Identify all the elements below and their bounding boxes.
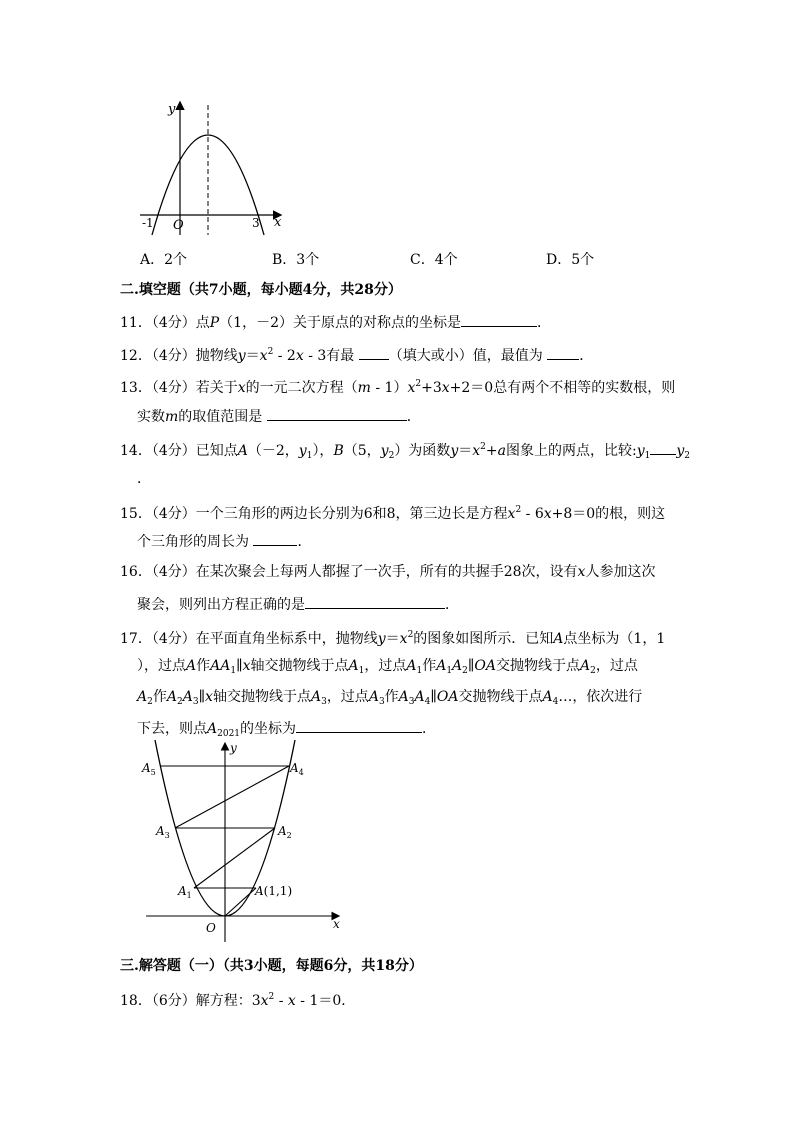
- label-a5: $A_5$: [142, 761, 156, 777]
- question-11: 11．（4分）点P（1，－2）关于原点的对称点的坐标是 ．: [120, 312, 551, 333]
- answer-blank-14[interactable]: [650, 440, 676, 455]
- answer-blank-16[interactable]: [305, 594, 445, 609]
- question-17-line-4: 下去，则点$A_{2021}$的坐标为 ．: [137, 718, 436, 744]
- segment-o-a: [225, 888, 256, 916]
- option-b[interactable]: B．3个: [272, 252, 320, 268]
- question-13: 13．（4分）若关于x的一元二次方程$(m - 1)x^2+3x+2=0$总有两个不相等的实数根，则: [120, 379, 676, 396]
- segment-a3-a4: [175, 766, 289, 828]
- x-axis-label: x: [274, 215, 282, 230]
- section-2-title: 二.填空题（共7小题，每小题4分，共28分）: [120, 282, 402, 298]
- question-16-line-2: 聚会，则列出方程正确的是 ．: [137, 594, 459, 615]
- option-c[interactable]: C．4个: [410, 252, 458, 268]
- question-17-line-2: ），过点A作$AA_1\parallel x$轴交抛物线于点$A_1$，过点$A_1$作$A_1A_2\parallel OA$交抛物线于点$A_2$，过点: [137, 658, 638, 676]
- question-14: 14．（4分）已知点A（－2，$y_1$），B（5，$y_2$）为函数$y=x^2+a$图象上的两点，比较$:y_1$ $y_2$: [120, 442, 690, 461]
- y-axis-label: y: [168, 102, 176, 117]
- label-a3: $A_3$: [156, 824, 170, 840]
- label-a2: $A_2$: [278, 824, 292, 840]
- question-18: 18．（6分）解方程：$3x^2 - x - 1=0$．: [120, 992, 356, 1009]
- label-a: A(1,1): [255, 884, 293, 898]
- question-14-end: ．: [137, 471, 151, 487]
- parabola-zigzag-figure: [140, 738, 350, 943]
- question-16: 16．（4分）在某次聚会上每两人都握了一次手，所有的共握手28次，设有x人参加这次: [120, 564, 656, 580]
- origin-label: O: [173, 218, 184, 233]
- question-17-line-3: $A_2$作$A_2A_3\parallel x$轴交抛物线于点$A_3$，过点$A_3$作$A_3A_4\parallel OA$交抛物线于点$A_4\dots$，依次进行: [137, 689, 643, 707]
- answer-blank-13[interactable]: [267, 406, 407, 421]
- segment-a1-a2: [194, 828, 275, 888]
- origin-label: O: [206, 921, 216, 935]
- option-d[interactable]: D．5个: [546, 252, 595, 268]
- right-root-label: 3: [252, 216, 260, 230]
- answer-blank-15[interactable]: [253, 531, 297, 546]
- section-3-title: 三.解答题（一）（共3小题，每题6分，共18分）: [120, 958, 423, 974]
- y-axis-label: y: [230, 741, 237, 755]
- answer-blank-12a[interactable]: [359, 345, 389, 360]
- question-13-line-2: 实数m的取值范围是 ．: [137, 406, 421, 427]
- question-15-line-2: 个三角形的周长为 ．: [137, 531, 311, 552]
- label-a4: $A_4$: [290, 761, 304, 777]
- x-axis-label: x: [333, 917, 340, 931]
- question-15: 15．（4分）一个三角形的两边长分别为6和8，第三边长是方程$x^2 - 6x+8=0$的根，则这: [120, 505, 666, 522]
- left-root-label: -1: [142, 216, 154, 230]
- parabola-figure: [130, 95, 290, 240]
- answer-blank-17[interactable]: [296, 718, 422, 733]
- answer-blank-12b[interactable]: [547, 345, 579, 360]
- question-17: 17．（4分）在平面直角坐标系中，抛物线$y=x^2$的图象如图所示．已知A点坐标为（1，1: [120, 630, 666, 647]
- label-a1: $A_1$: [178, 884, 192, 900]
- question-12: 12．（4分）抛物线$y=x^2 - 2x - 3$有最 （填大或小）值，最值为 ．: [120, 347, 594, 364]
- option-a[interactable]: A．2个: [140, 252, 188, 268]
- answer-blank-11[interactable]: [461, 312, 537, 327]
